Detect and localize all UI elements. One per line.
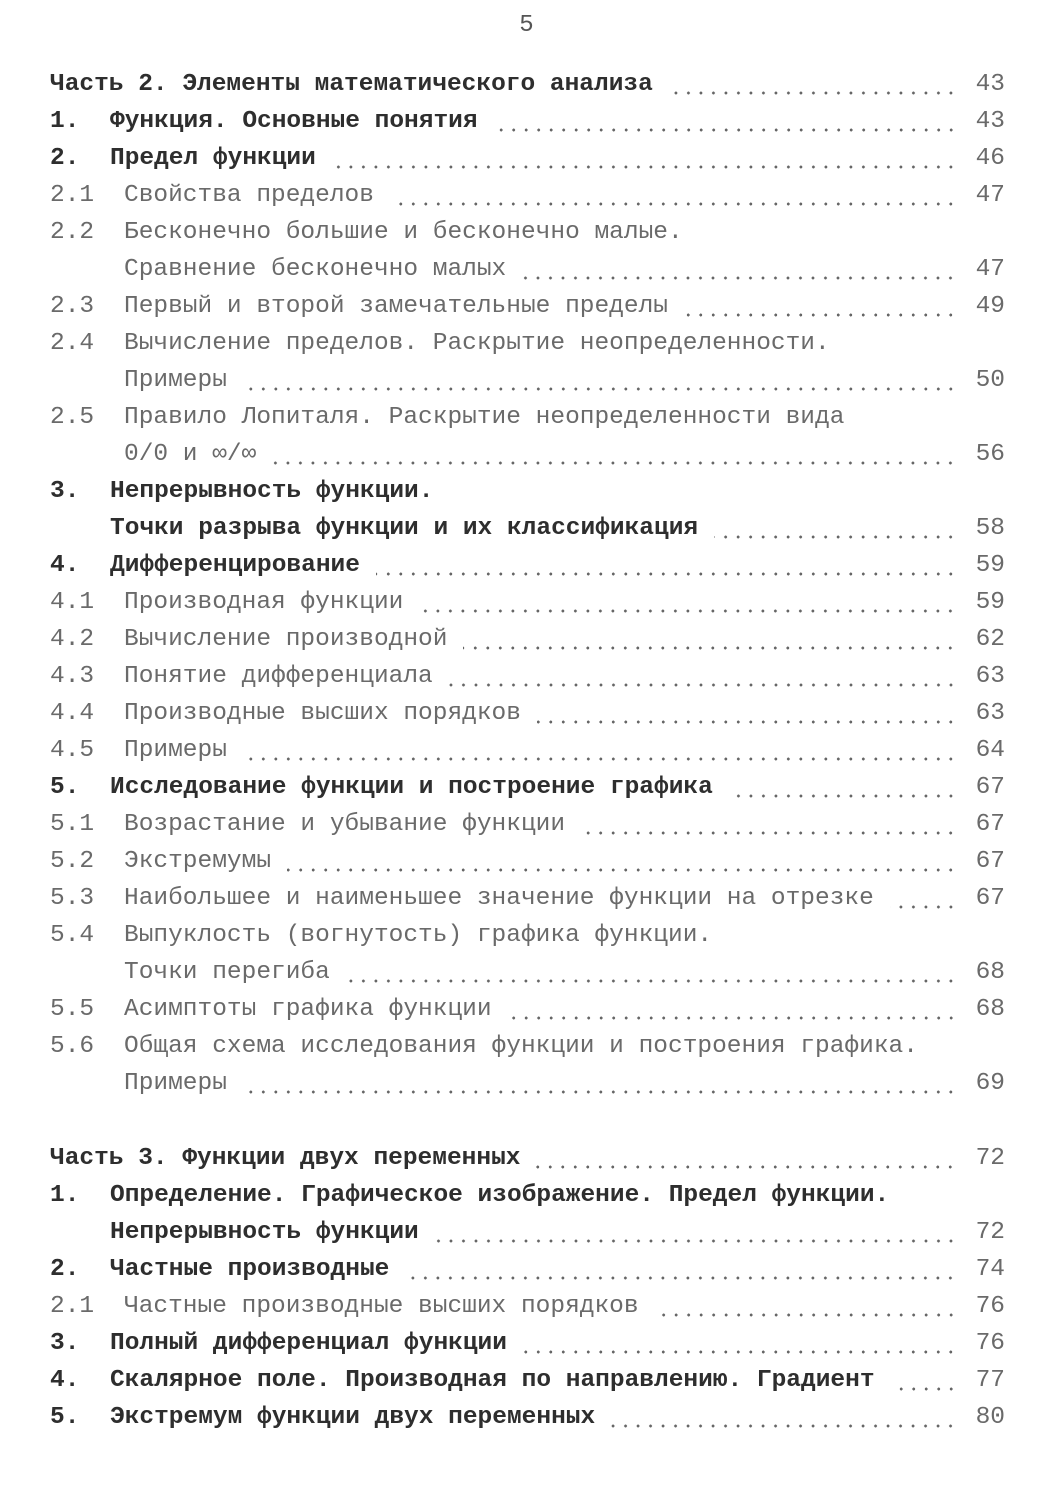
entry-title: Экстремум функции двух переменных bbox=[110, 1404, 596, 1431]
entry-number: 5.5 bbox=[50, 996, 95, 1023]
page-ref: 76 bbox=[975, 1330, 1005, 1357]
entry-title: Дифференцирование bbox=[110, 552, 360, 579]
toc-part-heading bbox=[50, 1140, 1005, 1177]
entry-title: Исследование функции и построение графика bbox=[110, 774, 713, 801]
dot-leader bbox=[435, 1238, 957, 1244]
entry-title: Наибольшее и наименьшее значение функции на отрезке bbox=[124, 885, 874, 912]
entry-title: Свойства пределов bbox=[124, 182, 374, 209]
entry-title: Точки разрыва функции и их классификация bbox=[110, 515, 699, 542]
dot-leader bbox=[714, 534, 957, 540]
page-ref: 69 bbox=[975, 1070, 1005, 1097]
toc-entry bbox=[50, 584, 1005, 621]
entry-title: Примеры bbox=[124, 367, 227, 394]
entry-title: Правило Лопиталя. Раскрытие неопределенности вида bbox=[124, 404, 845, 431]
toc-entry bbox=[50, 1214, 1005, 1251]
page-ref: 50 bbox=[975, 367, 1005, 394]
toc-entry bbox=[50, 436, 1005, 473]
page-ref: 63 bbox=[975, 700, 1005, 727]
dot-leader bbox=[891, 1386, 957, 1392]
page-ref: 56 bbox=[975, 441, 1005, 468]
toc-entry bbox=[50, 547, 1005, 584]
toc-part-heading bbox=[50, 66, 1005, 103]
dot-leader bbox=[669, 90, 957, 96]
entry-title: Частные производные высших порядков bbox=[124, 1293, 639, 1320]
entry-number: 4. bbox=[50, 1367, 80, 1394]
entry-number: 1. bbox=[50, 108, 80, 135]
page-ref: 68 bbox=[975, 959, 1005, 986]
entry-number: 5. bbox=[50, 1404, 80, 1431]
dot-leader bbox=[729, 793, 957, 799]
entry-number: 5.3 bbox=[50, 885, 95, 912]
entry-title: Определение. Графическое изображение. Предел функции. bbox=[110, 1182, 890, 1209]
entry-number: 3. bbox=[50, 1330, 80, 1357]
toc-entry bbox=[50, 1325, 1005, 1362]
dot-leader bbox=[508, 1015, 957, 1021]
toc-entry bbox=[50, 1251, 1005, 1288]
entry-number: 2. bbox=[50, 1256, 80, 1283]
dot-leader bbox=[581, 830, 957, 836]
entry-title: Вычисление пределов. Раскрытие неопределенности. bbox=[124, 330, 830, 357]
entry-title: Примеры bbox=[124, 1070, 227, 1097]
dot-leader bbox=[684, 312, 957, 318]
dot-leader bbox=[287, 867, 957, 873]
page-number: 5 bbox=[519, 12, 534, 39]
dot-leader bbox=[463, 645, 957, 651]
dot-leader bbox=[243, 756, 957, 762]
spacer bbox=[50, 1102, 1005, 1140]
entry-number: 5. bbox=[50, 774, 80, 801]
toc-entry bbox=[50, 325, 1005, 362]
dot-leader bbox=[390, 201, 957, 207]
entry-number: 1. bbox=[50, 1182, 80, 1209]
entry-title: Непрерывность функции. bbox=[110, 478, 434, 505]
page-ref: 68 bbox=[975, 996, 1005, 1023]
entry-title: Частные производные bbox=[110, 1256, 390, 1283]
entry-number: 2.1 bbox=[50, 182, 95, 209]
dot-leader bbox=[611, 1423, 957, 1429]
entry-title: Бесконечно большие и бесконечно малые. bbox=[124, 219, 683, 246]
page-ref: 74 bbox=[975, 1256, 1005, 1283]
dot-leader bbox=[494, 127, 957, 133]
entry-number: 4.1 bbox=[50, 589, 95, 616]
entry-title: Полный дифференциал функции bbox=[110, 1330, 507, 1357]
page-ref: 47 bbox=[975, 256, 1005, 283]
entry-title: Примеры bbox=[124, 737, 227, 764]
entry-title: Первый и второй замечательные пределы bbox=[124, 293, 668, 320]
entry-title: Понятие дифференциала bbox=[124, 663, 433, 690]
table-of-contents bbox=[50, 66, 1005, 1436]
toc-entry bbox=[50, 362, 1005, 399]
entry-title: Производная функции bbox=[124, 589, 404, 616]
toc-entry bbox=[50, 806, 1005, 843]
toc-entry bbox=[50, 695, 1005, 732]
toc-entry bbox=[50, 1399, 1005, 1436]
page-ref: 77 bbox=[975, 1367, 1005, 1394]
dot-leader bbox=[376, 571, 957, 577]
page-ref: 67 bbox=[975, 811, 1005, 838]
toc-entry bbox=[50, 843, 1005, 880]
page-ref: 63 bbox=[975, 663, 1005, 690]
toc-entry bbox=[50, 288, 1005, 325]
page-ref: 72 bbox=[975, 1219, 1005, 1246]
toc-entry bbox=[50, 251, 1005, 288]
entry-title: Точки перегиба bbox=[124, 959, 330, 986]
toc-entry bbox=[50, 140, 1005, 177]
dot-leader bbox=[419, 608, 957, 614]
entry-title: Экстремумы bbox=[124, 848, 272, 875]
entry-title: Вычисление производной bbox=[124, 626, 448, 653]
toc-entry bbox=[50, 991, 1005, 1028]
page-ref: 43 bbox=[975, 108, 1005, 135]
entry-title: Сравнение бесконечно малых bbox=[124, 256, 507, 283]
toc-entry bbox=[50, 1288, 1005, 1325]
dot-leader bbox=[523, 1349, 957, 1355]
page-ref: 67 bbox=[975, 848, 1005, 875]
dot-leader bbox=[537, 719, 957, 725]
toc-entry bbox=[50, 880, 1005, 917]
entry-number: 3. bbox=[50, 478, 80, 505]
page-ref: 64 bbox=[975, 737, 1005, 764]
page-ref: 43 bbox=[975, 71, 1005, 98]
page-ref: 80 bbox=[975, 1404, 1005, 1431]
toc-entry bbox=[50, 658, 1005, 695]
entry-title: Возрастание и убывание функции bbox=[124, 811, 566, 838]
entry-title: Функция. Основные понятия bbox=[110, 108, 478, 135]
entry-number: 2.5 bbox=[50, 404, 95, 431]
entry-number: 4.5 bbox=[50, 737, 95, 764]
entry-title: Непрерывность функции bbox=[110, 1219, 419, 1246]
toc-entry bbox=[50, 917, 1005, 954]
entry-number: 2.1 bbox=[50, 1293, 95, 1320]
entry-number: 4.3 bbox=[50, 663, 95, 690]
dot-leader bbox=[272, 460, 957, 466]
toc-entry bbox=[50, 769, 1005, 806]
page-ref: 67 bbox=[975, 774, 1005, 801]
entry-title: Скалярное поле. Производная по направлению. Градиент bbox=[110, 1367, 875, 1394]
toc-entry bbox=[50, 214, 1005, 251]
toc-entry bbox=[50, 621, 1005, 658]
toc-entry bbox=[50, 954, 1005, 991]
page-ref: 59 bbox=[975, 589, 1005, 616]
page-ref: 47 bbox=[975, 182, 1005, 209]
page-ref: 67 bbox=[975, 885, 1005, 912]
toc-entry bbox=[50, 399, 1005, 436]
toc-entry bbox=[50, 1065, 1005, 1102]
entry-number: 2. bbox=[50, 145, 80, 172]
dot-leader bbox=[536, 1164, 957, 1170]
entry-number: 2.2 bbox=[50, 219, 95, 246]
page-ref: 76 bbox=[975, 1293, 1005, 1320]
entry-title: Выпуклость (вогнутость) графика функции. bbox=[124, 922, 713, 949]
entry-number: 5.1 bbox=[50, 811, 95, 838]
page-ref: 72 bbox=[975, 1145, 1005, 1172]
page-ref: 49 bbox=[975, 293, 1005, 320]
entry-title: 0/0 и ∞/∞ bbox=[124, 441, 257, 468]
entry-title: Предел функции bbox=[110, 145, 316, 172]
entry-number: 4.4 bbox=[50, 700, 95, 727]
toc-entry bbox=[50, 1177, 1005, 1214]
toc-entry bbox=[50, 177, 1005, 214]
entry-number: 2.3 bbox=[50, 293, 95, 320]
dot-leader bbox=[346, 978, 957, 984]
toc-entry bbox=[50, 473, 1005, 510]
entry-number: 4.2 bbox=[50, 626, 95, 653]
dot-leader bbox=[243, 386, 957, 392]
entry-title: Часть 3. Функции двух переменных bbox=[50, 1145, 521, 1172]
dot-leader bbox=[522, 275, 957, 281]
entry-title: Общая схема исследования функции и построения графика. bbox=[124, 1033, 918, 1060]
entry-title: Производные высших порядков bbox=[124, 700, 521, 727]
dot-leader bbox=[449, 682, 957, 688]
entry-number: 5.4 bbox=[50, 922, 95, 949]
toc-entry bbox=[50, 732, 1005, 769]
toc-entry bbox=[50, 1028, 1005, 1065]
entry-number: 4. bbox=[50, 552, 80, 579]
entry-title: Часть 2. Элементы математического анализа bbox=[50, 71, 653, 98]
dot-leader bbox=[890, 904, 957, 910]
dot-leader bbox=[243, 1089, 957, 1095]
page-ref: 46 bbox=[975, 145, 1005, 172]
entry-number: 5.6 bbox=[50, 1033, 95, 1060]
toc-entry bbox=[50, 1362, 1005, 1399]
entry-number: 5.2 bbox=[50, 848, 95, 875]
dot-leader bbox=[332, 164, 957, 170]
page-ref: 59 bbox=[975, 552, 1005, 579]
page-ref: 62 bbox=[975, 626, 1005, 653]
entry-number: 2.4 bbox=[50, 330, 95, 357]
toc-entry bbox=[50, 510, 1005, 547]
dot-leader bbox=[655, 1312, 957, 1318]
page-ref: 58 bbox=[975, 515, 1005, 542]
entry-title: Асимптоты графика функции bbox=[124, 996, 492, 1023]
toc-entry bbox=[50, 103, 1005, 140]
dot-leader bbox=[405, 1275, 957, 1281]
